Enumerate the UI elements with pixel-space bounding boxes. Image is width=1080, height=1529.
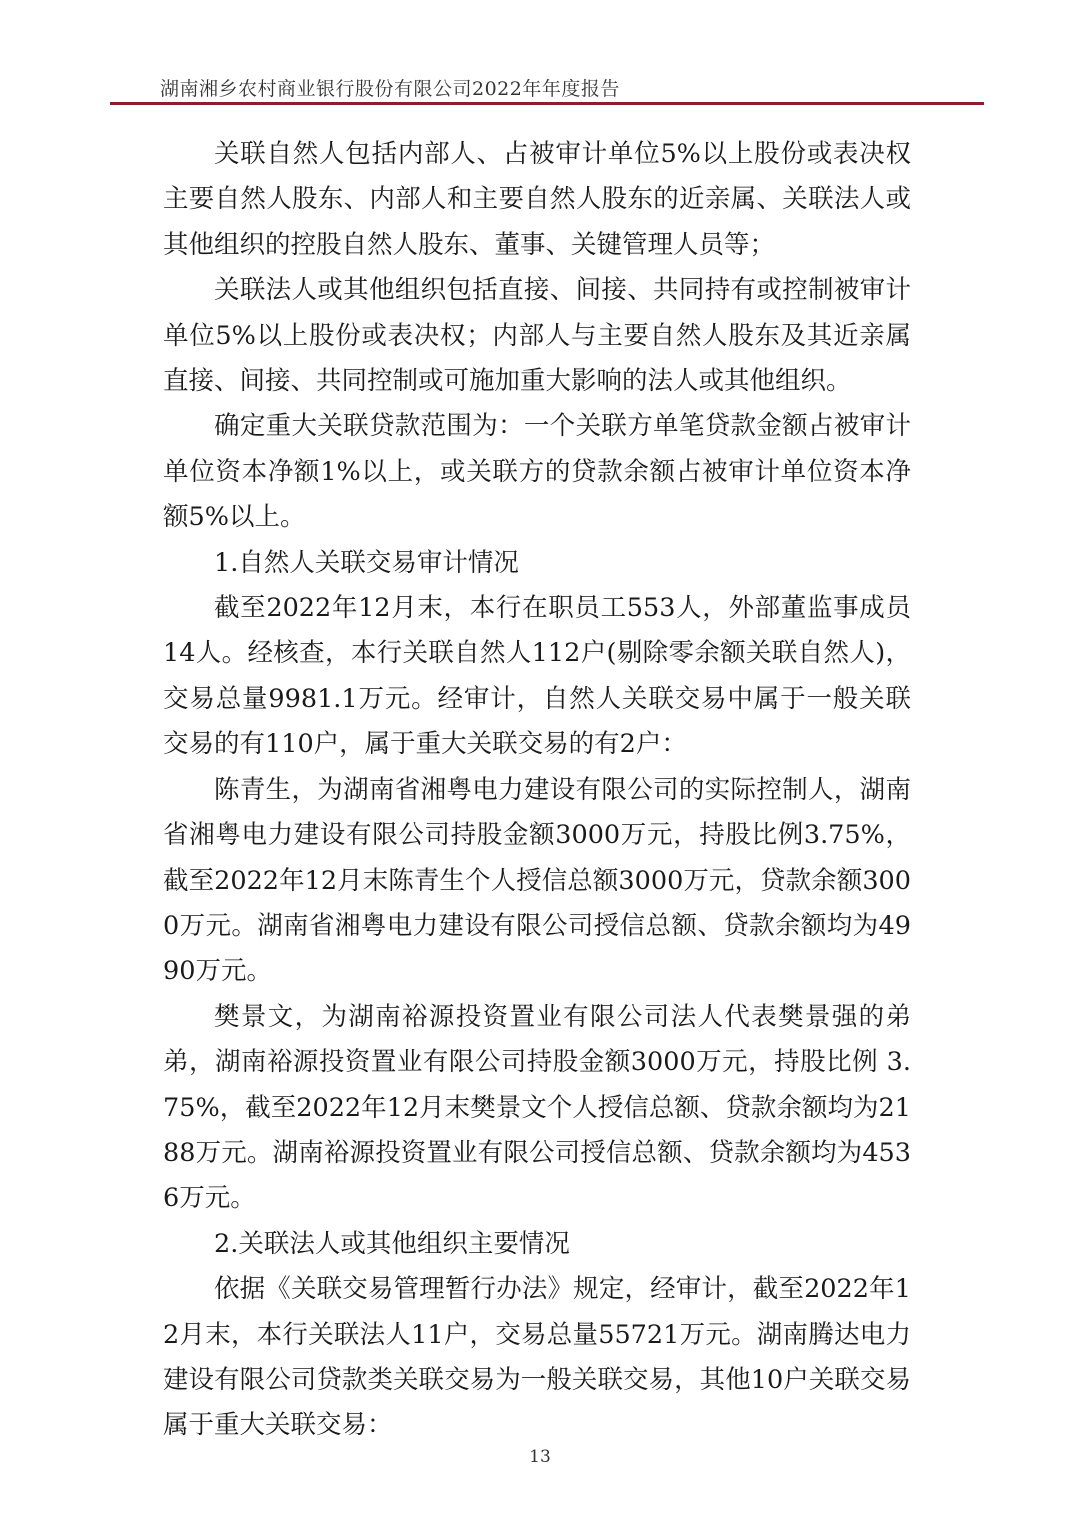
document-body — [163, 132, 911, 1449]
paragraph-chen-qingsheng: 陈青生，为湖南省湘粤电力建设有限公司的实际控制人，湖南省湘粤电力建设有限公司持股金额3000万元，持股比例3.75%，截至2022年12月末陈青生个人授信总额3000万元，贷款余额3000万元。湖南省湘粤电力建设有限公司授信总额、贷款余额均为4990万元。 — [163, 774, 911, 987]
section-heading-legal-persons: 2.关联法人或其他组织主要情况 — [214, 1228, 570, 1259]
paragraph-related-natural-persons: 关联自然人包括内部人、占被审计单位5%以上股份或表决权主要自然人股东、内部人和主要自然人股东的近亲属、关联法人或其他组织的控股自然人股东、董事、关键管理人员等； — [163, 139, 911, 260]
paragraph-major-loan-scope: 确定重大关联贷款范围为：一个关联方单笔贷款金额占被审计单位资本净额1%以上，或关联方的贷款余额占被审计单位资本净额5%以上。 — [163, 411, 911, 533]
paragraph-related-legal-persons: 关联法人或其他组织包括直接、间接、共同持有或控制被审计单位5%以上股份或表决权；内部人与主要自然人股东及其近亲属直接、间接、共同控制或可施加重大影响的法人或其他组织。 — [163, 275, 911, 397]
paragraph-natural-person-summary: 截至2022年12月末，本行在职员工553人，外部董监事成员14人。经核查，本行关联自然人112户(剔除零余额关联自然人)，交易总量9981.1万元。经审计，自然人关联交易中属于一般关联交易的有110户，属于重大关联交易的有2户： — [163, 593, 911, 760]
report-header-title: 湖南湘乡农村商业银行股份有限公司2022年年度报告 — [160, 78, 620, 100]
paragraph-fan-jingwen: 樊景文，为湖南裕源投资置业有限公司法人代表樊景强的弟弟，湖南裕源投资置业有限公司持股金额3000万元，持股比例 3.75%，截至2022年12月末樊景文个人授信总额、贷款余额均为2188万元。湖南裕源投资置业有限公司授信总额、贷款余额均为4536万元。 — [163, 1001, 911, 1214]
paragraph-legal-person-summary: 依据《关联交易管理暂行办法》规定，经审计，截至2022年12月末，本行关联法人11户，交易总量55721万元。湖南腾达电力建设有限公司贷款类关联交易为一般关联交易，其他10户关联交易属于重大关联交易： — [163, 1274, 911, 1441]
page-number: 13 — [529, 1447, 551, 1467]
section-heading-natural-person-audit: 1.自然人关联交易审计情况 — [214, 547, 519, 578]
header-divider — [110, 102, 984, 105]
